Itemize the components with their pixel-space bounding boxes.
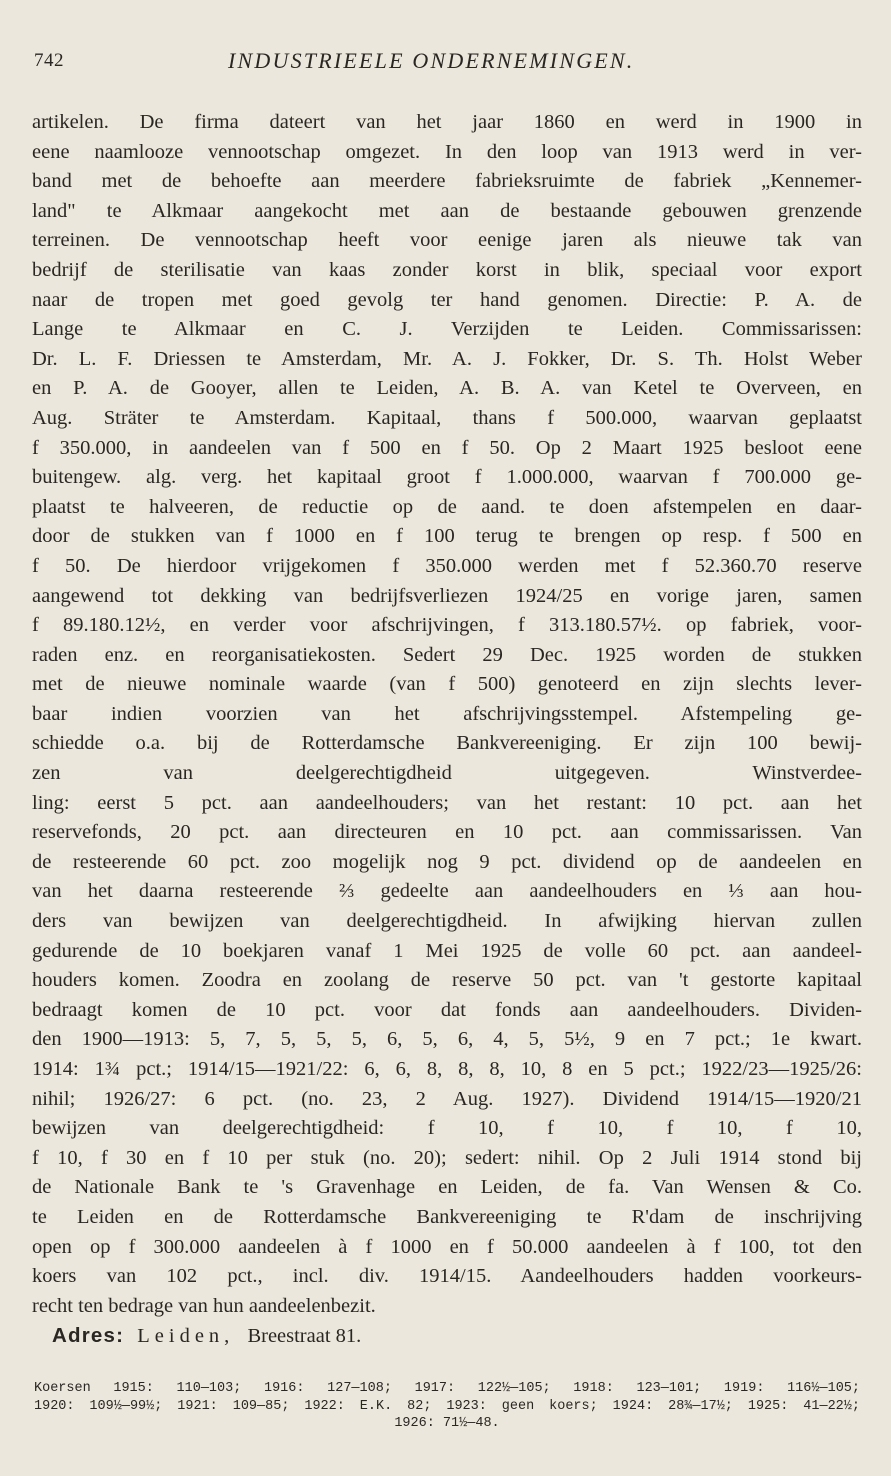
text-line: Aug. Sträter te Amsterdam. Kapitaal, thans f 500.000, waarvan geplaatst — [32, 406, 862, 429]
body-text — [32, 108, 862, 1351]
text-line: ling: eerst 5 pct. aan aandeelhouders; van het restant: 10 pct. aan het — [32, 791, 862, 814]
text-line: plaatst te halveeren, de reductie op de aand. te doen afstempelen en daar- — [32, 495, 862, 518]
footnote-line: 1926: 71½—48. — [394, 1416, 500, 1431]
footnote-quotations — [34, 1380, 860, 1433]
text-line: met de nieuwe nominale waarde (van f 500) genoteerd en zijn slechts lever- — [32, 673, 862, 696]
text-line: recht ten bedrage van hun aandeelenbezit. — [32, 1294, 376, 1317]
text-line: de Nationale Bank te 's Gravenhage en Leiden, de fa. Van Wensen & Co. — [32, 1176, 862, 1199]
text-line: zen van deelgerechtigdheid uitgegeven. Winstverdee- — [32, 762, 862, 785]
text-line: aangewend tot dekking van bedrijfsverliezen 1924/25 en vorige jaren, samen — [32, 584, 862, 607]
text-line: f 50. De hierdoor vrijgekomen f 350.000 werden met f 52.360.70 reserve — [32, 554, 862, 577]
text-line: en P. A. de Gooyer, allen te Leiden, A. B. A. van Ketel te Overveen, en — [32, 377, 862, 400]
text-line: band met de behoefte aan meerdere fabrieksruimte de fabriek „Kennemer- — [32, 170, 862, 193]
text-line: bewijzen van deelgerechtigdheid: f 10, f 10, f 10, f 10, — [32, 1117, 862, 1140]
text-line: nihil; 1926/27: 6 pct. (no. 23, 2 Aug. 1927). Dividend 1914/15—1920/21 — [32, 1087, 862, 1110]
address-street: Breestraat 81. — [247, 1325, 362, 1348]
text-line: f 89.180.12½, en verder voor afschrijvingen, f 313.180.57½. op fabriek, voor- — [32, 614, 862, 637]
text-line: open op f 300.000 aandeelen à f 1000 en f 50.000 aandeelen à f 100, tot den — [32, 1235, 862, 1258]
text-line: artikelen. De firma dateert van het jaar 1860 en werd in 1900 in — [32, 111, 862, 133]
text-line: ders van bewijzen van deelgerechtigdheid. In afwijking hiervan zullen — [32, 910, 862, 933]
address-city: Leiden, — [137, 1325, 235, 1348]
text-line: baar indien voorzien van het afschrijvingsstempel. Afstempeling ge- — [32, 702, 862, 725]
footnote-line: Koersen 1915: 110—103; 1916: 127—108; 1917: 122½—105; 1918: 123—101; 1919: 116½—105; — [34, 1381, 860, 1396]
text-line: schiedde o.a. bij de Rotterdamsche Bankvereeniging. Er zijn 100 bewij- — [32, 732, 862, 755]
text-line: buitengew. alg. verg. het kapitaal groot f 1.000.000, waarvan f 700.000 ge- — [32, 466, 862, 489]
text-line: den 1900—1913: 5, 7, 5, 5, 5, 6, 5, 6, 4, 5, 5½, 9 en 7 pct.; 1e kwart. — [32, 1028, 862, 1051]
running-head: INDUSTRIEELE ONDERNEMINGEN. — [228, 48, 635, 73]
text-line: f 10, f 30 en f 10 per stuk (no. 20); sedert: nihil. Op 2 Juli 1914 stond bij — [32, 1146, 862, 1169]
text-line: van het daarna resteerende ⅔ gedeelte aan aandeelhouders en ⅓ aan hou- — [32, 880, 862, 903]
address-line — [32, 1321, 862, 1351]
text-line: bedrijf de sterilisatie van kaas zonder korst in blik, speciaal voor export — [32, 258, 862, 281]
text-line: terreinen. De vennootschap heeft voor eenige jaren als nieuwe tak van — [32, 229, 862, 252]
text-line: 1914: 1¾ pct.; 1914/15—1921/22: 6, 6, 8, 8, 8, 10, 8 en 5 pct.; 1922/23—1925/26: — [32, 1058, 862, 1080]
text-line: eene naamlooze vennootschap omgezet. In den loop van 1913 werd in ver- — [32, 140, 862, 163]
text-line: Lange te Alkmaar en C. J. Verzijden te Leiden. Commissarissen: — [32, 318, 862, 341]
text-line: land" te Alkmaar aangekocht met aan de bestaande gebouwen grenzende — [32, 199, 862, 222]
text-line: f 350.000, in aandeelen van f 500 en f 50. Op 2 Maart 1925 besloot eene — [32, 436, 862, 459]
text-line: reservefonds, 20 pct. aan directeuren en 10 pct. aan commissarissen. Van — [32, 821, 862, 844]
text-line: de resteerende 60 pct. zoo mogelijk nog 9 pct. dividend op de aandeelen en — [32, 850, 862, 873]
footnote-line: 1920: 109½—99½; 1921: 109—85; 1922: E.K. 82; 1923: geen koers; 1924: 28¾—17½; 1925: 41—22½; — [34, 1398, 860, 1414]
text-line: Dr. L. F. Driessen te Amsterdam, Mr. A. J. Fokker, Dr. S. Th. Holst Weber — [32, 347, 862, 370]
page-header — [0, 46, 891, 80]
text-line: koers van 102 pct., incl. div. 1914/15. Aandeelhouders hadden voorkeurs- — [32, 1265, 862, 1288]
page-number: 742 — [34, 50, 64, 71]
text-line: gedurende de 10 boekjaren vanaf 1 Mei 1925 de volle 60 pct. aan aandeel- — [32, 939, 862, 962]
text-line: raden enz. en reorganisatiekosten. Sedert 29 Dec. 1925 worden de stukken — [32, 643, 862, 666]
address-label: Adres: — [52, 1324, 125, 1348]
text-line: houders komen. Zoodra en zoolang de reserve 50 pct. van 't gestorte kapitaal — [32, 969, 862, 992]
text-line: naar de tropen met goed gevolg ter hand genomen. Directie: P. A. de — [32, 288, 862, 311]
text-line: te Leiden en de Rotterdamsche Bankvereeniging te R'dam de inschrijving — [32, 1205, 862, 1228]
text-line: door de stukken van f 1000 en f 100 terug te brengen op resp. f 500 en — [32, 525, 862, 548]
text-line: bedraagt komen de 10 pct. voor dat fonds aan aandeelhouders. Dividen- — [32, 998, 862, 1021]
